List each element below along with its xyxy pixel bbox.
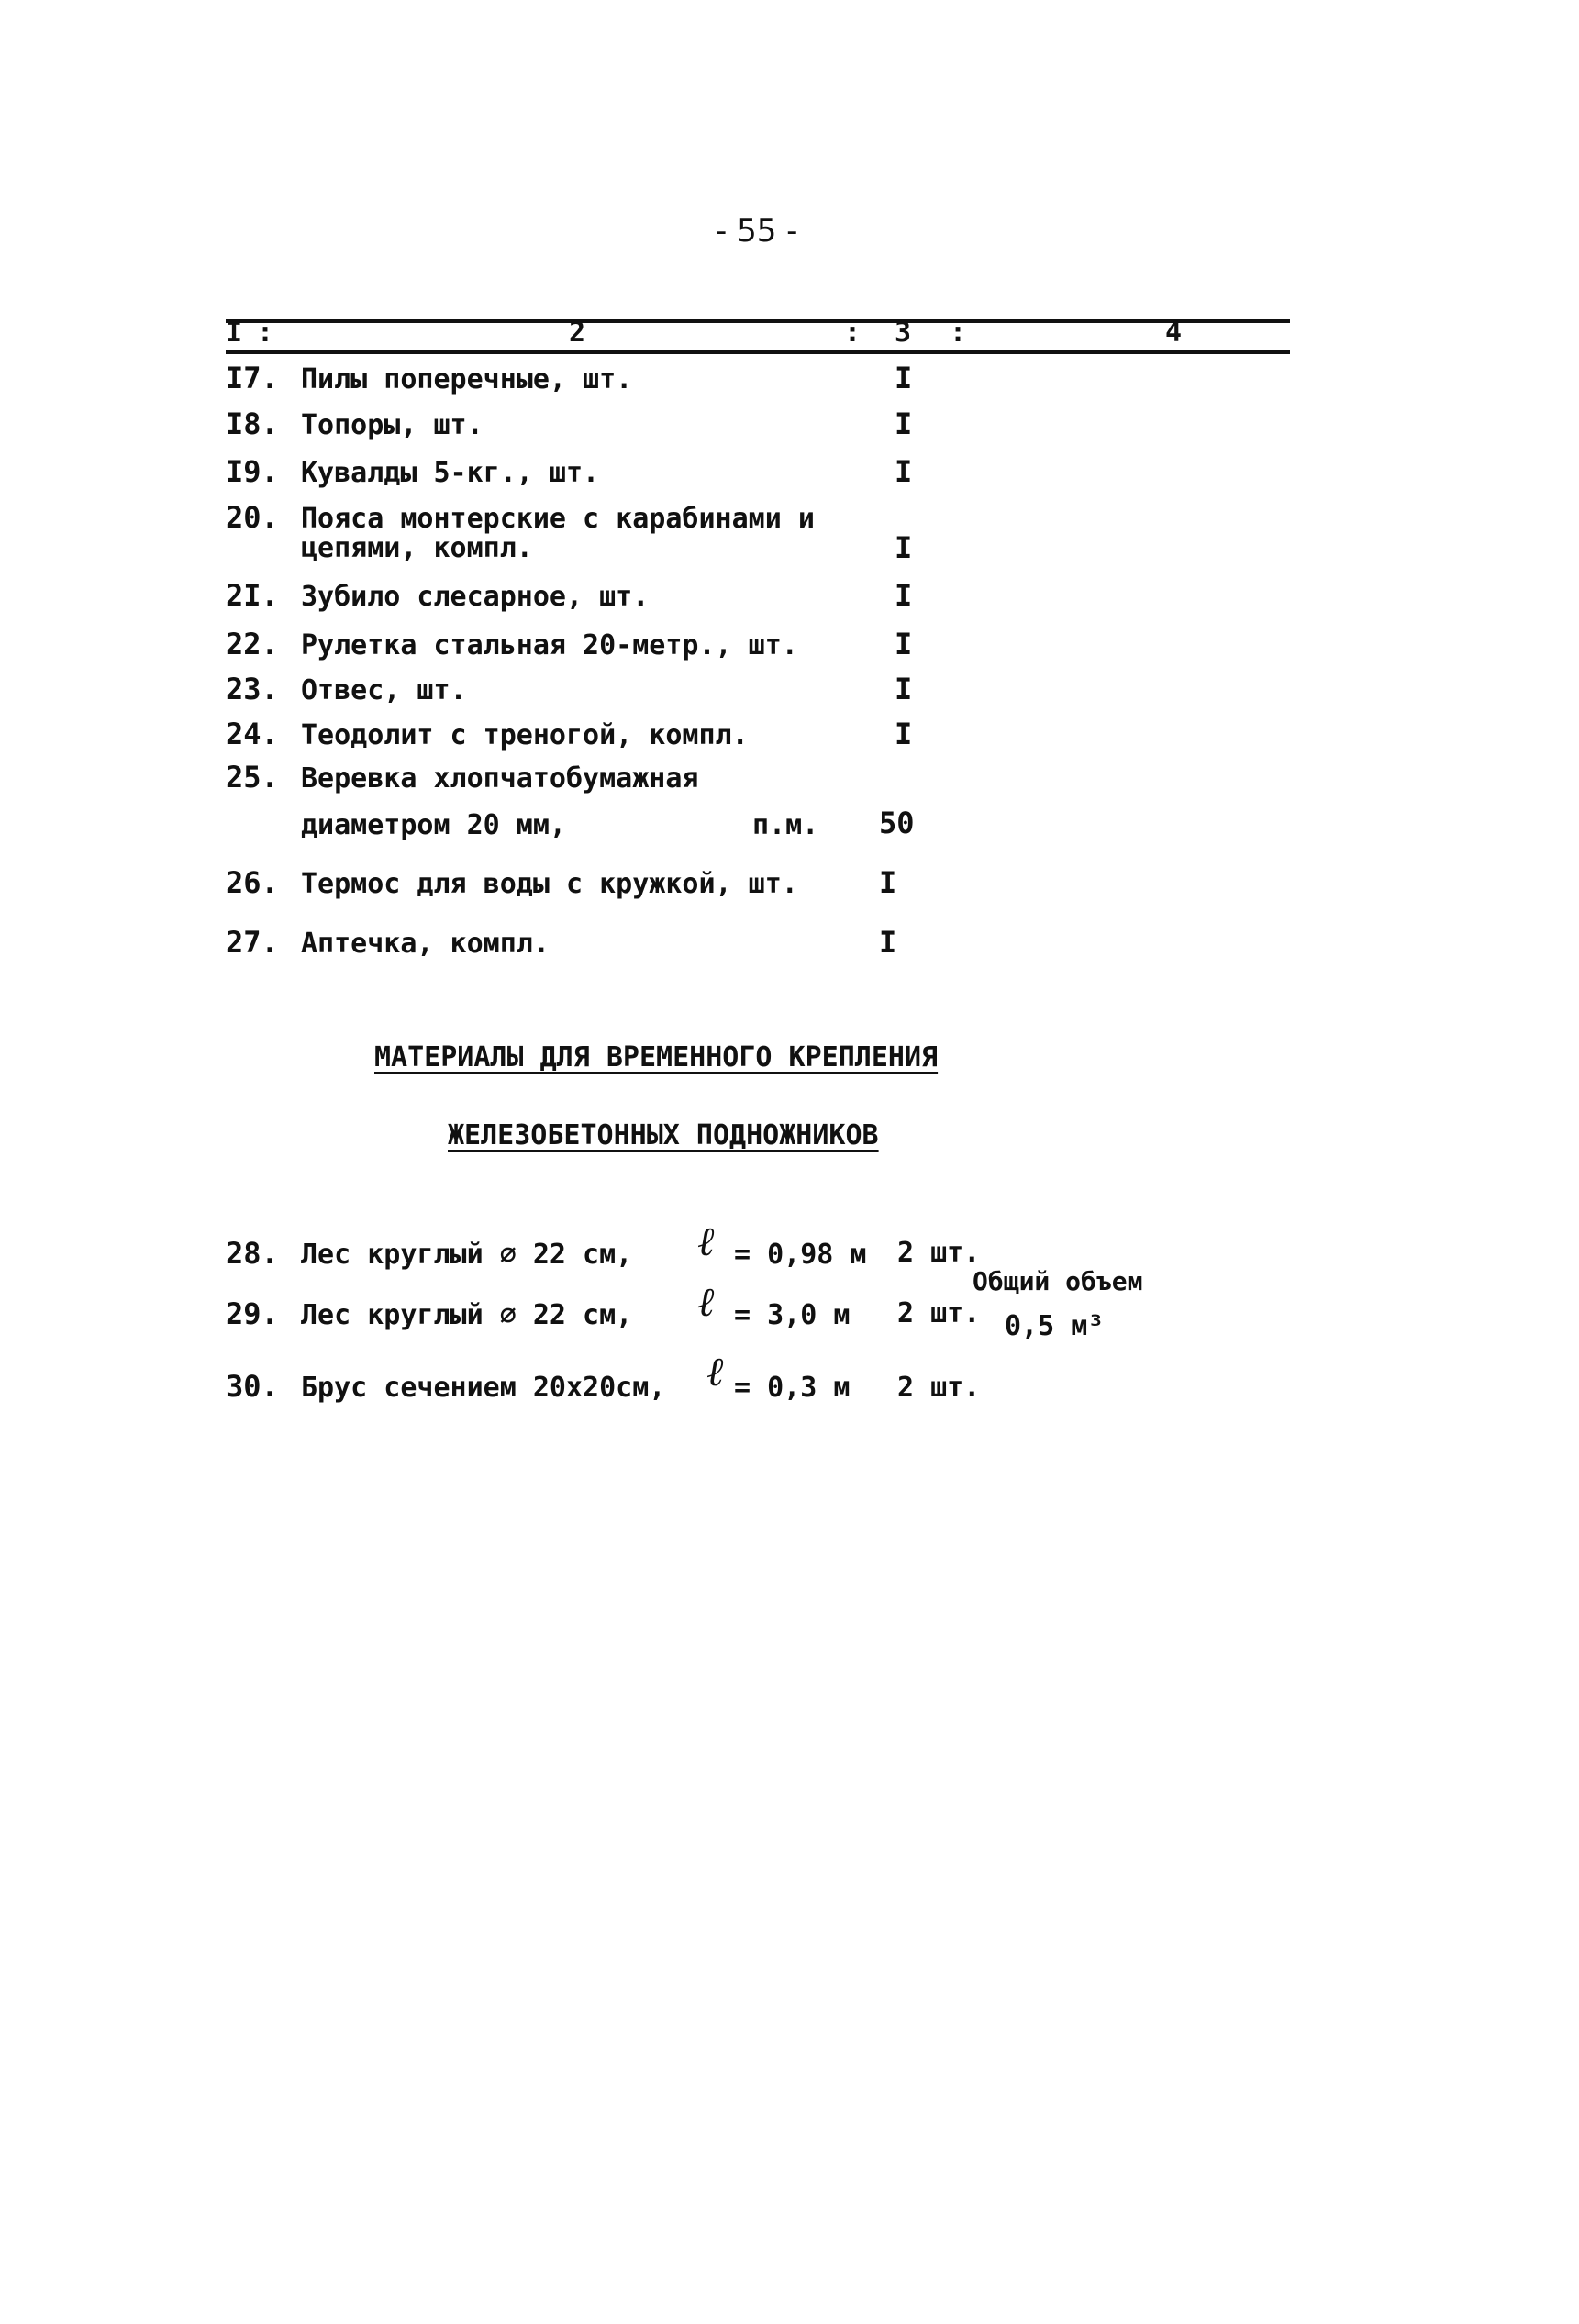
table-header-bottom-rule (226, 350, 1290, 354)
item-quantity: I (895, 578, 913, 613)
item-quantity: I (879, 865, 897, 900)
item-quantity: I (895, 627, 913, 662)
item-text: Аптечка, компл. (301, 928, 550, 960)
material-length: = 3,0 м (734, 1299, 851, 1331)
item-quantity: I (895, 717, 913, 751)
material-text: Лес круглый ∅ 22 см, (301, 1239, 633, 1271)
material-number: 28. (226, 1236, 279, 1271)
item-text: Рулетка стальная 20-метр., шт. (301, 629, 798, 662)
table-header-sep-2: : (844, 317, 862, 349)
item-number: 27. (226, 925, 279, 960)
length-symbol: ℓ (706, 1349, 724, 1396)
item-text: Зубило слесарное, шт. (301, 581, 650, 613)
table-header-sep-3: : (950, 317, 967, 349)
table-header-col-4: 4 (1165, 317, 1183, 349)
item-text: Веревка хлопчатобумажная (301, 762, 699, 795)
item-quantity: I (879, 925, 897, 960)
length-symbol: ℓ (697, 1279, 715, 1326)
item-text: Топоры, шт. (301, 409, 484, 441)
item-number: I7. (226, 361, 279, 395)
material-text: Лес круглый ∅ 22 см, (301, 1299, 633, 1331)
item-number: I9. (226, 454, 279, 489)
item-quantity: I (895, 361, 913, 395)
item-text: Кувалды 5-кг., шт. (301, 457, 600, 489)
item-text: Термос для воды с кружкой, шт. (301, 868, 798, 900)
total-volume-label: Общий объем (973, 1266, 1143, 1296)
table-header-top-rule (226, 319, 1290, 323)
material-length: = 0,3 м (734, 1372, 851, 1404)
item-quantity: I (895, 406, 913, 441)
item-unit: п.м. (752, 809, 819, 841)
material-text: Брус сечением 20х20см, (301, 1372, 666, 1404)
section-title-line-2: ЖЕЛЕЗОБЕТОННЫХ ПОДНОЖНИКОВ (448, 1119, 879, 1151)
material-length: = 0,98 м (734, 1239, 867, 1271)
item-text: Отвес, шт. (301, 674, 467, 706)
item-quantity: I (895, 530, 913, 565)
item-quantity: 50 (879, 806, 915, 840)
table-header-col-1: I (226, 317, 243, 349)
table-header-sep-1: : (257, 317, 274, 349)
item-number: I8. (226, 406, 279, 441)
table-header-col-2: 2 (569, 317, 586, 349)
material-quantity: 2 шт. (897, 1297, 981, 1329)
item-number: 24. (226, 717, 279, 751)
item-text: Пояса монтерские с карабинами и (301, 503, 815, 535)
item-number: 25. (226, 760, 279, 795)
length-symbol: ℓ (697, 1218, 715, 1265)
item-text-continuation: диаметром 20 мм, (301, 809, 566, 841)
material-number: 29. (226, 1296, 279, 1331)
item-quantity: I (895, 672, 913, 706)
item-text: Пилы поперечные, шт. (301, 363, 633, 395)
material-number: 30. (226, 1369, 279, 1404)
section-title-line-1: МАТЕРИАЛЫ ДЛЯ ВРЕМЕННОГО КРЕПЛЕНИЯ (374, 1041, 939, 1073)
item-number: 2I. (226, 578, 279, 613)
item-number: 26. (226, 865, 279, 900)
material-quantity: 2 шт. (897, 1372, 981, 1404)
item-text-continuation: цепями, компл. (301, 532, 533, 564)
item-number: 20. (226, 500, 279, 535)
total-volume-value: 0,5 м³ (1005, 1310, 1105, 1342)
page-number: - 55 - (716, 213, 798, 250)
item-number: 23. (226, 672, 279, 706)
material-quantity: 2 шт. (897, 1237, 981, 1269)
item-number: 22. (226, 627, 279, 662)
table-header-col-3: 3 (895, 317, 912, 349)
item-text: Теодолит с треногой, компл. (301, 719, 749, 751)
item-quantity: I (895, 454, 913, 489)
